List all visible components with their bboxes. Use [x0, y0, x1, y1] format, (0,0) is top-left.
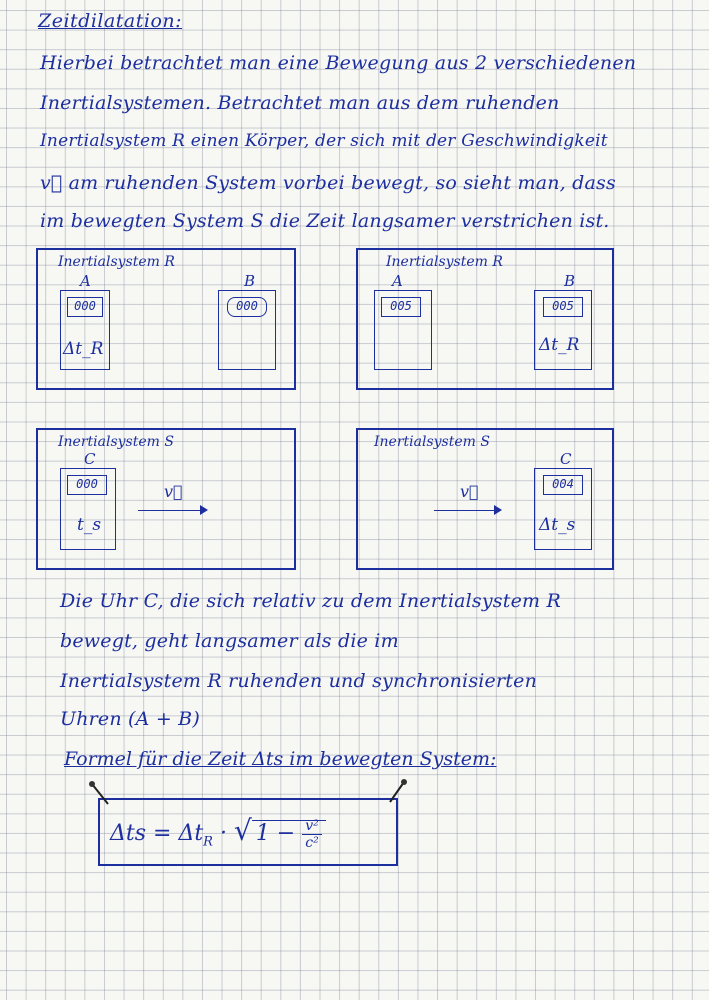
panel-inertial-r-before	[36, 248, 296, 390]
pin-right-icon	[380, 778, 410, 808]
clock-a	[374, 290, 432, 370]
clock-display: 000	[227, 297, 267, 317]
panel-inertial-s-after	[356, 428, 614, 570]
clock-display: 005	[543, 297, 583, 317]
clock-b	[218, 290, 276, 370]
clock-time-label: Δt_R	[539, 335, 580, 355]
formula-subscript: R	[203, 834, 213, 850]
panel-label: Inertialsystem S	[374, 434, 490, 450]
conclusion-line-2: bewegt, geht langsamer als die im	[60, 630, 399, 652]
velocity-arrow	[138, 510, 202, 511]
formula-fraction	[302, 818, 322, 851]
formula-heading: Formel für die Zeit Δts im bewegten System:	[64, 748, 497, 770]
panel-label: Inertialsystem R	[58, 254, 175, 270]
clock-b-letter: B	[244, 272, 256, 290]
velocity-label: v⃗	[164, 482, 183, 501]
clock-c-letter: C	[84, 450, 96, 468]
conclusion-line-4: Uhren (A + B)	[60, 708, 200, 730]
arrow-head-icon	[200, 505, 208, 515]
formula-root-prefix: 1 −	[255, 821, 296, 846]
clock-time-label: t_s	[77, 515, 102, 535]
clock-a-letter: A	[392, 272, 403, 290]
clock-time-label: Δt_s	[539, 515, 576, 535]
velocity-arrow	[434, 510, 496, 511]
formula-dot: ·	[219, 821, 227, 846]
panel-inertial-r-after	[356, 248, 614, 390]
intro-line-2: Inertialsystemen. Betrachtet man aus dem ruhenden	[40, 92, 560, 114]
time-dilation-formula	[110, 814, 326, 851]
clock-c-letter: C	[560, 450, 572, 468]
clock-c	[534, 468, 592, 550]
clock-b-letter: B	[564, 272, 576, 290]
panel-inertial-s-before	[36, 428, 296, 570]
clock-display: 005	[381, 297, 421, 317]
velocity-label: v⃗	[460, 482, 479, 501]
arrow-head-icon	[494, 505, 502, 515]
clock-a-letter: A	[80, 272, 91, 290]
clock-display: 004	[543, 475, 583, 495]
clock-display: 000	[67, 475, 107, 495]
formula-lhs: Δts = Δt	[110, 821, 204, 846]
panel-label: Inertialsystem R	[386, 254, 503, 270]
page-title: Zeitdilatation:	[38, 10, 183, 32]
intro-line-3: Inertialsystem R einen Körper, der sich mit der Geschwindigkeit	[40, 131, 608, 151]
intro-line-1: Hierbei betrachtet man eine Bewegung aus 2 verschiedenen	[40, 52, 637, 74]
conclusion-line-1: Die Uhr C, die sich relativ zu dem Inertialsystem R	[60, 590, 561, 612]
intro-line-5: im bewegten System S die Zeit langsamer verstrichen ist.	[40, 210, 610, 232]
intro-line-4: v⃗ am ruhenden System vorbei bewegt, so sieht man, dass	[40, 172, 616, 194]
clock-time-label: Δt_R	[63, 339, 104, 359]
formula-root	[252, 817, 326, 851]
panel-label: Inertialsystem S	[58, 434, 174, 450]
pin-left-icon	[86, 780, 116, 810]
formula-numerator: v²	[302, 818, 322, 835]
conclusion-line-3: Inertialsystem R ruhenden und synchronisierten	[60, 670, 538, 692]
clock-a	[60, 290, 110, 370]
clock-b	[534, 290, 592, 370]
sqrt-icon: √	[233, 814, 252, 847]
clock-display: 000	[67, 297, 103, 317]
formula-denominator: c²	[305, 834, 319, 851]
clock-c	[60, 468, 116, 550]
formula-box	[98, 798, 398, 866]
